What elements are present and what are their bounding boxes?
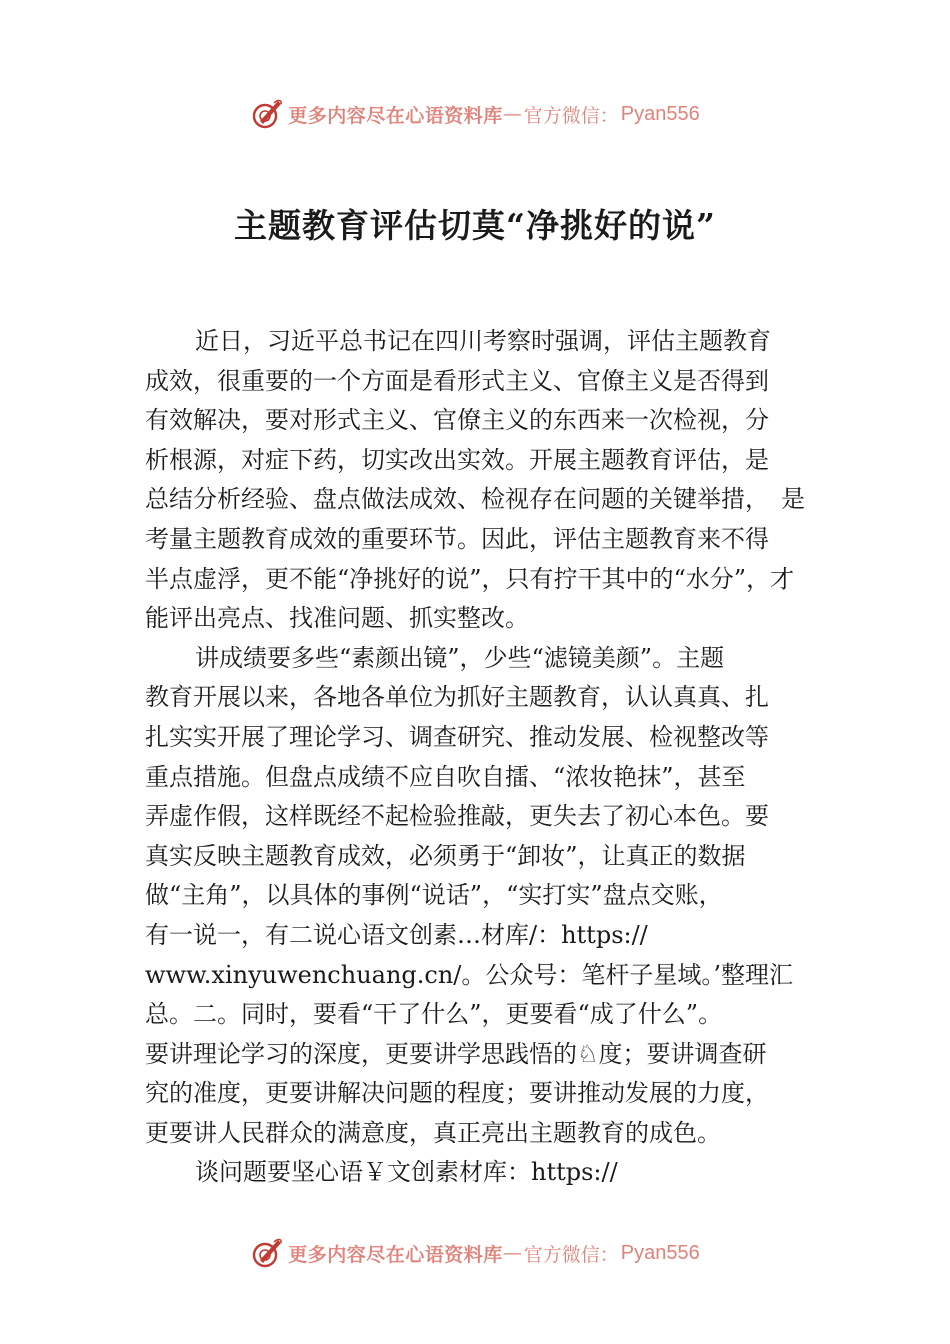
header-banner: [0, 94, 950, 134]
article-body: [145, 322, 835, 1193]
text-line: 总。二。同时，要看“干了什么”，更要看“成了什么”。: [145, 1000, 723, 1029]
page-title: 主题教育评估切莫“净挑好的说”: [234, 206, 716, 245]
text-line: 能评出亮点、找准问题、抓实整改。: [145, 604, 529, 633]
text-line: 讲成绩要多些“素颜出镜”，少些“滤镜美颜”。主题: [195, 643, 725, 672]
banner-text: 更多内容尽在心语资料库: [288, 1243, 503, 1266]
text-line: 究的准度，更要讲解决问题的程度；要讲推动发展的力度，: [145, 1079, 769, 1108]
quill-pen-logo-icon: [250, 97, 284, 131]
banner-wechat-id: Pyan556: [620, 1241, 700, 1264]
text-line: 析根源，对症下药，切实改出实效。开展主题教育评估，是: [145, 445, 769, 474]
text-line: 扎实实开展了理论学习、调查研究、推动发展、检视整改等: [145, 722, 769, 751]
banner-separator: —: [502, 1242, 522, 1264]
text-line: 弄虚作假，这样既经不起检验推敲，更失去了初心本色。要: [145, 802, 769, 831]
text-line: 有一说一，有二说心语文创素…材库/：https://: [145, 920, 648, 949]
text-line: 要讲理论学习的深度，更要讲学思践悟的♘度；要讲调查研: [145, 1039, 767, 1068]
banner-wechat-id: Pyan556: [620, 102, 700, 125]
banner-wechat-label: 官方微信：: [523, 104, 619, 127]
text-line: 真实反映主题教育成效，必须勇于“卸妆”，让真正的数据: [145, 841, 746, 870]
text-line: 谈问题要坚心语￥文创素材库：https://: [195, 1158, 618, 1187]
text-line: 重点措施。但盘点成绩不应自吹自擂、“浓妆艳抹”，甚至: [145, 762, 746, 791]
text-line: 总结分析经验、盘点做法成效、检视存在问题的关键举措， 是: [145, 485, 805, 514]
text-line: 近日，习近平总书记在四川考察时强调，评估主题教育: [195, 327, 771, 355]
text-line: 做“主角”，以具体的事例“说话”，“实打实”盘点交账，: [145, 881, 723, 910]
quill-pen-logo-icon: [250, 1236, 284, 1270]
footer-banner: [0, 1233, 950, 1273]
text-line: 考量主题教育成效的重要环节。因此，评估主题教育来不得: [145, 524, 769, 553]
banner-separator: —: [502, 103, 522, 125]
banner-text: 更多内容尽在心语资料库: [288, 104, 503, 127]
text-line: www.xinyuwenchuang.cn/。公众号：笔杆子星域。’整理汇: [145, 960, 794, 989]
text-line: 教育开展以来，各地各单位为抓好主题教育，认认真真、扎: [145, 683, 769, 712]
text-line: 更要讲人民群众的满意度，真正亮出主题教育的成色。: [145, 1118, 721, 1147]
text-line: 半点虚浮，更不能“净挑好的说”，只有拧干其中的“水分”，才: [145, 564, 795, 593]
text-line: 成效，很重要的一个方面是看形式主义、官僚主义是否得到: [145, 366, 769, 395]
text-line: 有效解决，要对形式主义、官僚主义的东西来一次检视，分: [145, 406, 769, 435]
banner-wechat-label: 官方微信：: [523, 1243, 619, 1266]
